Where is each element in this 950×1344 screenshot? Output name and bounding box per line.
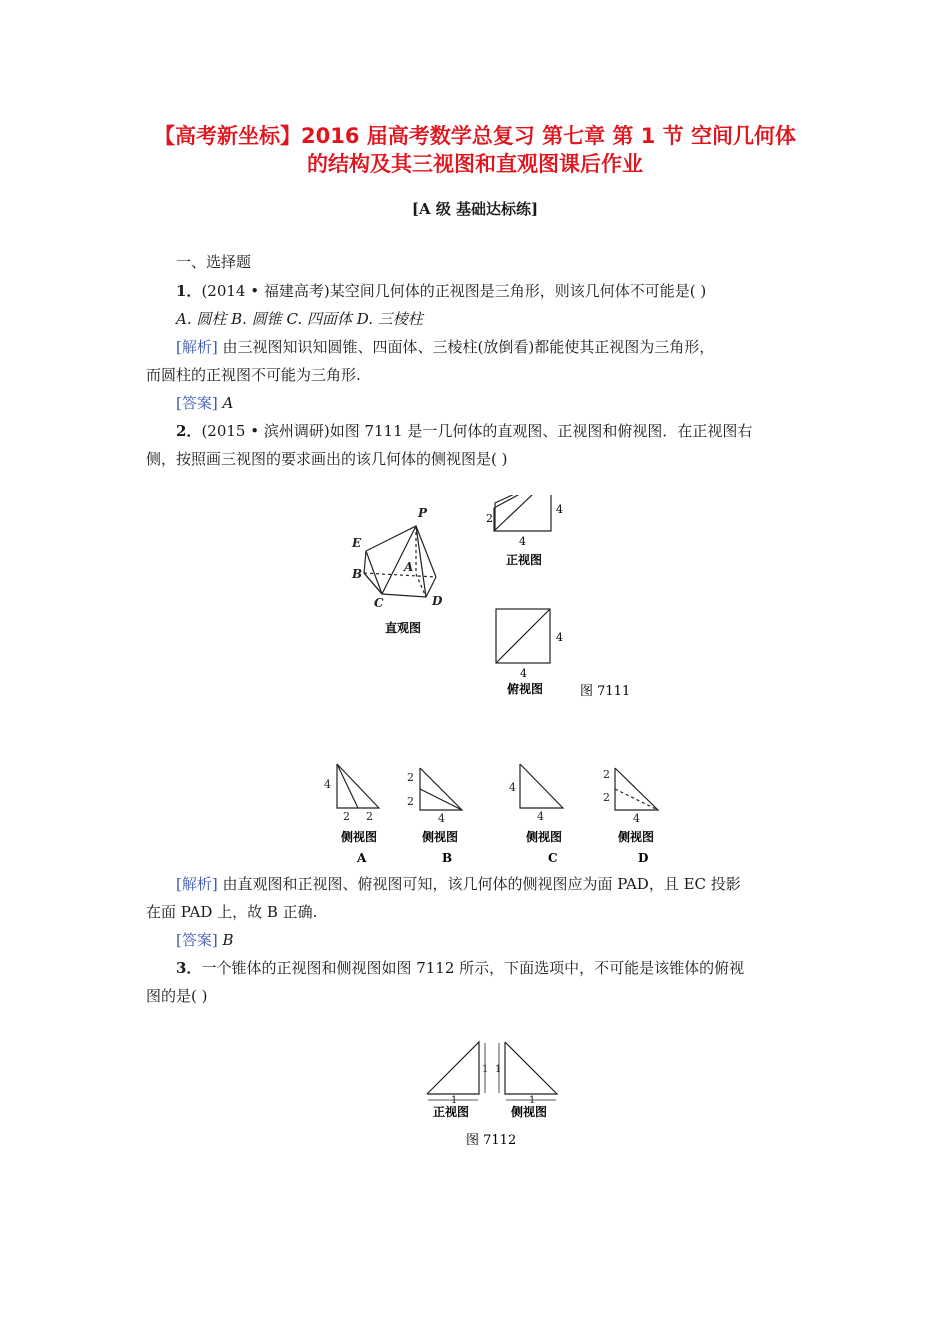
figure-number: 图 7111 xyxy=(580,684,631,699)
choice-B-shape xyxy=(420,789,462,810)
question-2-analysis-cont: 在面 PAD 上，故 B 正确. xyxy=(146,903,318,921)
answer-value: B xyxy=(217,931,234,949)
question-3-text-cont: 图的是( ) xyxy=(146,987,208,1005)
top-dim-4-right: 4 xyxy=(556,631,563,644)
question-3-text: 一个锥体的正视图和侧视图如图 7112 所示，下面选项中，不可能是该锥体的俯视 xyxy=(201,959,745,977)
title-line-1: 【高考新坐标】2016 届高考数学总复习 第七章 第 1 节 空间几何体 xyxy=(154,124,796,148)
question-1-number: 1． xyxy=(176,282,202,300)
label-D: D xyxy=(432,594,443,608)
choice-C-letter: C xyxy=(548,851,558,865)
front-view xyxy=(494,495,551,531)
choice-C-shape xyxy=(520,764,563,808)
solid-edge xyxy=(366,551,382,594)
choice-B-caption: 侧视图 xyxy=(422,830,459,844)
question-2-analysis xyxy=(176,874,741,894)
side-triangle xyxy=(505,1042,557,1094)
choice-A-letter: A xyxy=(357,851,367,865)
title-line-2: 的结构及其三视图和直观图课后作业 xyxy=(307,152,643,176)
question-2-number: 2． xyxy=(176,422,202,440)
label-P: P xyxy=(418,506,428,520)
choice-D-letter: D xyxy=(638,851,649,865)
answer-tag: [答案] xyxy=(176,394,218,412)
solid-edge xyxy=(364,573,382,594)
front-dim-4-bottom: 4 xyxy=(519,535,526,548)
caption-side: 侧视图 xyxy=(511,1105,548,1119)
figure-7112 xyxy=(415,1030,565,1150)
caption-top: 俯视图 xyxy=(507,682,544,696)
choice-figures xyxy=(315,758,675,868)
choice-C-dim: 4 xyxy=(537,810,544,823)
choice-B-dim: 4 xyxy=(438,812,445,825)
front-width-label: 1 xyxy=(451,1095,458,1106)
front-height-label: 1 xyxy=(482,1064,489,1075)
choice-C-dim: 4 xyxy=(509,781,516,794)
caption-perspective: 直观图 xyxy=(385,621,422,635)
analysis-tag: [解析] xyxy=(176,338,218,356)
question-3 xyxy=(176,958,744,978)
figure-number: 图 7112 xyxy=(466,1133,517,1148)
caption-front: 正视图 xyxy=(506,553,543,567)
choice-B-dim: 2 xyxy=(407,771,414,784)
question-2-text-cont: 侧，按照画三视图的要求画出的该几何体的侧视图是( ) xyxy=(146,450,508,468)
front-dim-4-right: 4 xyxy=(556,503,563,516)
choice-D-shape xyxy=(615,768,658,810)
choice-B-dim: 2 xyxy=(407,795,414,808)
choice-C-caption: 侧视图 xyxy=(526,830,563,844)
label-C: C xyxy=(374,596,384,610)
question-2-answer xyxy=(176,930,234,950)
front-dim-2: 2 xyxy=(486,512,493,525)
question-2-text: (2015 • 滨州调研)如图 7111 是一几何体的直观图、正视图和俯视图．在正视图右 xyxy=(201,422,753,440)
top-view xyxy=(496,609,550,663)
answer-tag: [答案] xyxy=(176,931,218,949)
choice-A-dim: 4 xyxy=(324,778,331,791)
choice-A-dim: 2 xyxy=(366,810,373,823)
choice-B-letter: B xyxy=(442,851,453,865)
side-width-label: 1 xyxy=(529,1095,536,1106)
section-heading: 一、选择题 xyxy=(176,253,252,271)
choice-A-dim: 2 xyxy=(343,810,350,823)
caption-front: 正视图 xyxy=(433,1105,470,1119)
choice-D-caption: 侧视图 xyxy=(618,830,655,844)
document-title xyxy=(120,122,830,178)
label-B: B xyxy=(352,567,363,581)
choice-A-shape xyxy=(337,764,379,808)
solid-edge xyxy=(366,526,436,577)
question-1-options: A. 圆柱 B. 圆锥 C. 四面体 D. 三棱柱 xyxy=(176,310,423,328)
side-height-label: 1 xyxy=(495,1064,502,1075)
question-2 xyxy=(176,421,752,441)
analysis-text: 由直观图和正视图、俯视图可知，该几何体的侧视图应为面 PAD，且 EC 投影 xyxy=(217,875,741,893)
front-view-outline xyxy=(495,495,551,531)
question-1-analysis-cont: 而圆柱的正视图不可能为三角形. xyxy=(146,366,361,384)
front-triangle xyxy=(427,1042,479,1094)
question-1-answer xyxy=(176,393,233,413)
analysis-tag: [解析] xyxy=(176,875,218,893)
choice-D-dim: 2 xyxy=(603,791,610,804)
level-heading: [A 级 基础达标练] xyxy=(411,200,539,218)
question-1-text: (2014 • 福建高考)某空间几何体的正视图是三角形，则该几何体不可能是( ) xyxy=(201,282,707,300)
solid-edge xyxy=(382,577,436,597)
answer-value: A xyxy=(217,394,234,412)
choice-D-dim: 2 xyxy=(603,768,610,781)
label-A: A xyxy=(404,560,414,574)
choice-A-shape xyxy=(337,764,358,808)
choice-D-shape xyxy=(615,789,658,810)
question-3-number: 3． xyxy=(176,959,202,977)
perspective-view xyxy=(364,526,436,597)
analysis-text: 由三视图知识知圆锥、四面体、三棱柱(放倒看)都能使其正视图为三角形， xyxy=(217,338,715,356)
question-1-analysis xyxy=(176,337,714,357)
choice-D-dim: 4 xyxy=(633,812,640,825)
choice-A-caption: 侧视图 xyxy=(341,830,378,844)
top-dim-4-bottom: 4 xyxy=(520,667,527,680)
label-E: E xyxy=(352,536,362,550)
figure-7111 xyxy=(330,495,660,705)
question-1 xyxy=(176,281,706,301)
choice-B-shape xyxy=(420,768,462,810)
